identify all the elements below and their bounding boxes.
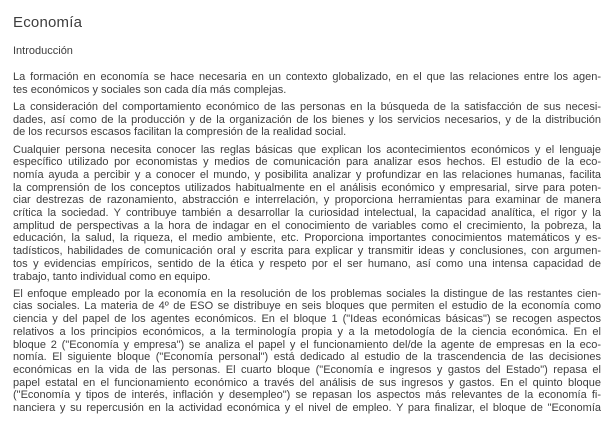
page-title: Economía <box>13 14 83 31</box>
text-line: trabajo, tanto individual como en equipo. <box>13 270 211 283</box>
paragraph <box>13 101 601 139</box>
paragraph <box>13 71 601 96</box>
text-line: La consideración del comportamiento económico de las personas en la búsqueda de la satisfacción de sus necesi- <box>13 100 601 113</box>
text-line: nomía ayuda a percibir y a conocer el mundo, y posibilita analizar y profundizar en las relaciones humanas, facilita <box>13 168 601 181</box>
text-line: dades, así como de la producción y de la organización de los bienes y los servicios necesarios, y de la distribución <box>13 113 601 126</box>
text-line: ciencia y del papel de los agentes económicos. En el bloque 1 ("Ideas económicas básicas") se recogen aspectos <box>13 313 601 326</box>
text-line: específico utilizado por economistas y medios de comunicación para analizar esos hechos. El estudio de la eco- <box>13 156 601 169</box>
text-line: bloque 2 ("Economía y empresa") se analiza el papel y el funcionamiento del/de la agente de empresas en la eco- <box>13 338 601 351</box>
paragraph <box>13 288 601 415</box>
text-line: papel estatal en el funcionamiento económico a través del análisis de sus ingresos y gastos. En el quinto bloque <box>13 376 601 389</box>
text-line: nanciera y su repercusión en la actividad económica y el nivel de empleo. Y para finalizar, el bloque de "Economía <box>13 402 601 415</box>
text-line: nomía. El siguiente bloque ("Economía personal") está dedicado al estudio de la trascendencia de las decisiones <box>13 351 601 364</box>
text-line: La formación en economía se hace necesaria en un contexto globalizado, en el que las relaciones entre los agen- <box>13 71 601 83</box>
text-line: tes económicos y sociales son cada día más complejas. <box>13 83 287 96</box>
document-content <box>13 14 601 415</box>
text-line: ciar destrezas de razonamiento, abstracción e interrelación, y proporciona herramientas para examinar de manera <box>13 194 601 207</box>
text-line: Cualquier persona necesita conocer las reglas básicas que explican los acontecimientos económicos y el lenguaje <box>13 143 601 156</box>
text-line: la comprensión de los conceptos utilizados habitualmente en el análisis económico y empresarial, sirve para poten- <box>13 181 601 194</box>
text-line: El enfoque empleado por la economía en la resolución de los problemas sociales la distingue de las restantes cien- <box>13 287 601 300</box>
text-line: de los recursos escasos facilitan la compresión de la realidad social. <box>13 126 347 139</box>
text-line: ("Economía y tipos de interés, inflación y desempleo") se repasan los aspectos más relevantes de la economía fi- <box>13 389 601 402</box>
text-line: tos y evidencias empíricos, sentido de la ética y respeto por el ser humano, así como una intensa capacidad de <box>13 257 601 270</box>
text-line: relativos a los principios económicos, a la terminología propia y a la metodología de la ciencia económica. En el <box>13 325 601 338</box>
text-line: tadísticos, habilidades de comunicación oral y escrita para explicar y transmitir ideas y conclusiones, con argumen- <box>13 245 601 258</box>
text-line: amplitud de perspectivas a la hora de indagar en el conocimiento de variables como el crecimiento, la pobreza, la <box>13 219 601 232</box>
text-line: crítica la sociedad. Y contribuye también a desarrollar la curiosidad intelectual, la capacidad analítica, el rigor y la <box>13 207 601 220</box>
text-line: económicas en la vida de las personas. El cuarto bloque ("Economía e ingresos y gastos del Estado") repasa el <box>13 363 601 376</box>
text-line: cias sociales. La materia de 4º de ESO se distribuye en seis bloques que permiten el estudio de la economía como <box>13 300 601 313</box>
paragraph <box>13 144 601 284</box>
text-line: educación, la salud, la riqueza, el medio ambiente, etc. Proporciona importantes conocimientos matemáticos y es- <box>13 232 601 245</box>
section-heading: Introducción <box>13 45 73 57</box>
paragraphs-container <box>13 71 601 415</box>
